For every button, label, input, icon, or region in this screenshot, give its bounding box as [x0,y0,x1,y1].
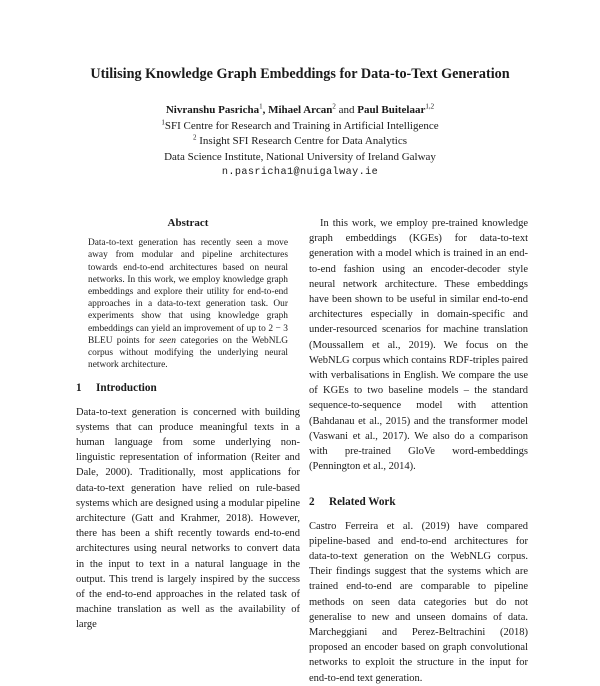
author-name: Mihael Arcan [268,104,333,116]
author-superscript: 1 [259,102,263,111]
affiliation-superscript: 2 [193,133,197,142]
section-title: Related Work [329,496,396,509]
section-title: Introduction [96,382,157,395]
introduction-continued-paragraph: In this work, we employ pre-trained knowledge graph embeddings (KGEs) for data-to-text generation with a model which is trained in an end-to-end fashion using an encoder-decoder style neural network architecture. These embeddings have been shown to be useful in similar end-to-end architectures especially in domain-specific and under-resourced scenarios for machine translation (Moussallem et al., 2019). We focus on the WebNLG corpus which contains RDF-triples paired with verbalisations in English. We compare the use of KGEs to two baseline models – the standard sequence-to-sequence model with attention (Bahdanau et al., 2015) and the transformer model (Vaswani et al., 2017). We also do a comparison with pre-trained GloVe word-embeddings (Pennington et al., 2014). [309,218,528,473]
abstract-text-part: categories on the WebNLG corpus without modifying the underlying neural network architecture. [88,335,288,371]
author-names [0,103,600,119]
abstract-text-part: Data-to-text generation has recently seen a move away from modular and pipeline architectures towards end-to-end architectures based on neural networks. In this work, we employ knowledge graph embeddings and explore their utility for end-to-end approaches in a data-to-text generation task. Our experiments show that using knowledge graph embeddings can yield an improvement of up to 2 − 3 BLEU points for [88,238,288,346]
author-name: Paul Buitelaar [357,104,426,116]
author-name: Nivranshu Pasricha [165,104,260,116]
affiliation-line [0,119,600,135]
section-number: 2 [309,496,315,509]
left-column [76,216,300,633]
author-superscript: 2 [332,102,336,111]
abstract-emphasis: seen [159,335,176,346]
affiliation-line: Data Science Institute, National University of Ireland Galway [164,150,436,163]
section-heading-related-work [309,495,528,510]
author-conjunction: and [335,104,358,116]
author-block [0,103,600,181]
affiliation-superscript: 1 [161,117,165,126]
section-spacer [309,474,528,489]
affiliation-line [0,134,600,150]
author-superscript: 1,2 [425,102,435,111]
affiliation-text: Insight SFI Research Centre for Data Analytics [196,135,407,147]
abstract-text [88,237,288,371]
section-heading-introduction [76,381,300,396]
section-number: 1 [76,382,82,395]
affiliation-text: SFI Centre for Research and Training in Artificial Intelligence [164,119,439,132]
author-separator: , [262,104,269,116]
right-column [309,216,528,686]
author-email: n.pasricha1@nuigalway.ie [221,167,379,178]
abstract-heading: Abstract [167,217,209,229]
related-work-paragraph: Castro Ferreira et al. (2019) have compared pipeline-based and end-to-end architectures for data-to-text generation on the WebNLG corpus. Their findings suggest that the systems which are trained end-to-end are comparable to pipeline methods on seen data categories but do not generalise to new and unseen domains of data. Marcheggiani and Perez-Beltrachini (2018) proposed an encoder based on graph convolutional networks to exploit the structure in the input for end-to-end text generation. [309,520,528,684]
introduction-paragraph: Data-to-text generation is concerned with building systems that can produce meaningful texts in a human language from some underlying non-linguistic representation of information (Reiter and Dale, 2000). Traditionally, most applications for data-to-text generation have relied on rule-based systems which are designed using a modular pipeline architecture (Gatt and Krahmer, 2018). However, there has been a shift recently towards end-to-end architectures using neural networks to convert data in the input to text in a natural language in the output. This trend is largely inspired by the success of the end-to-end approaches in the related task of machine translation as well as the availability of large [76,406,300,631]
paper-title: Utilising Knowledge Graph Embeddings for Data-to-Text Generation [90,66,510,82]
